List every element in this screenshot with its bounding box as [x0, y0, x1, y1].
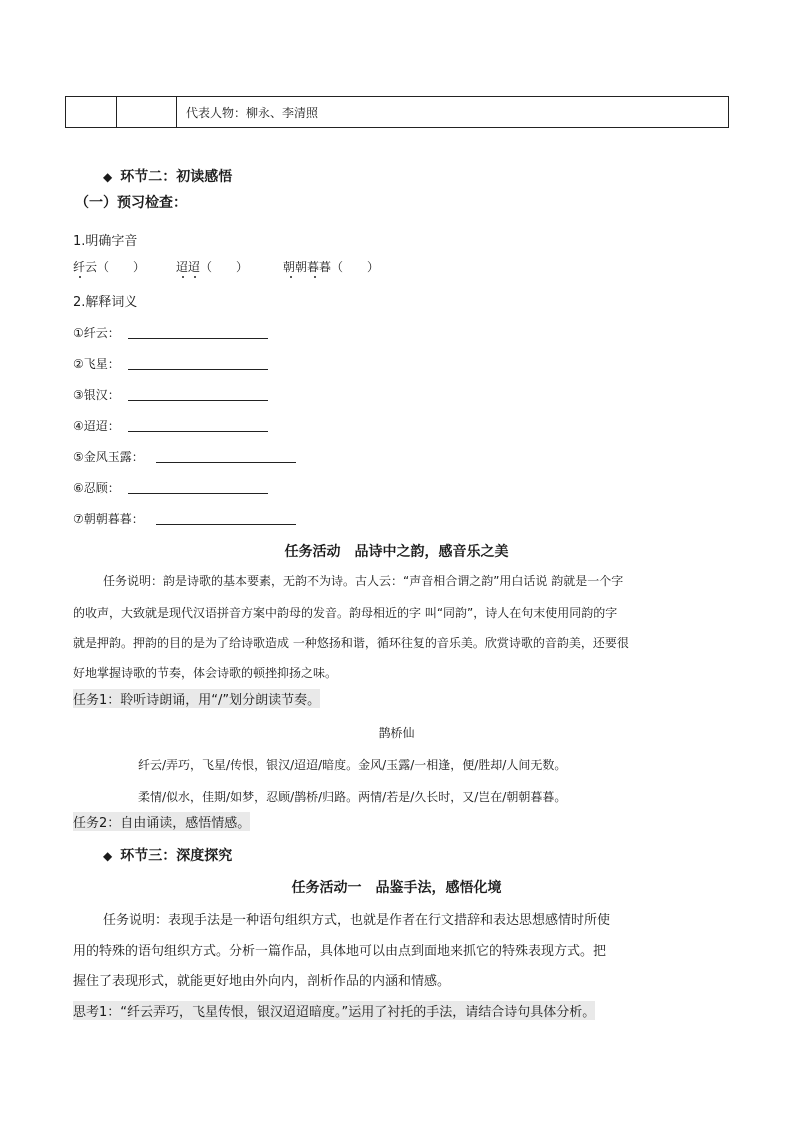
pronunciation-item-3: 朝朝暮暮（ ）	[283, 260, 380, 274]
emphasis-dot	[79, 276, 81, 278]
emphasis-dot	[314, 276, 316, 278]
emphasis-dot	[182, 276, 184, 278]
think1-question: 思考1：“纤云弄巧，飞星传恨，银汉迢迢暗度。”运用了衬托的手法，请结合诗句具体分析。	[73, 1001, 595, 1020]
task-music-desc-line: 的收声，大致就是现代汉语拼音方案中韵母的发音。韵母相近的字 叫“同韵”，诗人在句末使用同韵的字	[73, 606, 618, 620]
section2-title: 环节二：初读感悟	[120, 169, 233, 185]
emphasis-dot	[290, 276, 292, 278]
task2-instruction: 任务2：自由诵读，感悟情感。	[73, 812, 250, 831]
poem-title: 鹊桥仙	[378, 726, 415, 740]
task-method-desc-line: 用的特殊的语句组织方式。分析一篇作品，具体地可以由点到面地来抓它的特殊表现方式。把	[73, 944, 607, 959]
answer-blank[interactable]	[156, 462, 296, 463]
vocab-item: ③银汉：	[73, 388, 120, 402]
top-table	[65, 96, 729, 128]
answer-blank[interactable]	[128, 431, 268, 432]
pronunciation-item-2: 迢迢（ ）	[176, 260, 249, 274]
task1-instruction: 任务1：聆听诗朗诵，用“/”划分朗读节奏。	[73, 689, 320, 708]
task-method-desc-line: 任务说明：表现手法是一种语句组织方式，也就是作者在行文措辞和表达思想感情时所使	[103, 913, 611, 928]
answer-blank[interactable]	[128, 400, 268, 401]
vocab-item: ①纤云：	[73, 326, 120, 340]
task-music-desc-line: 好地掌握诗歌的节奏，体会诗歌的顿挫抑扬之味。	[73, 666, 338, 680]
section2-heading	[103, 166, 232, 186]
vocab-item: ④迢迢：	[73, 419, 120, 433]
vocab-title: 2.解释词义	[73, 295, 138, 310]
answer-blank[interactable]	[156, 524, 296, 525]
diamond-bullet-icon: ◆	[103, 849, 113, 863]
task-method-desc-line: 握住了表现形式，就能更好地由外向内，剖析作品的内涵和情感。	[73, 974, 451, 989]
table-cell-representatives: 代表人物：柳永、李清照	[186, 106, 319, 120]
section3-title: 环节三：深度探究	[120, 848, 233, 864]
vocab-item: ⑤金风玉露：	[73, 450, 144, 464]
poem-line-1: 纤云/弄巧，飞星/传恨，银汉/迢迢/暗度。金风/玉露/一相逢，便/胜却/人间无数。	[138, 758, 567, 772]
emphasis-dot	[194, 276, 196, 278]
table-cell-empty-2	[116, 97, 177, 127]
diamond-bullet-icon: ◆	[103, 170, 113, 184]
table-cell-empty-1	[66, 97, 117, 127]
pronunciation-item-1: 纤云（ ）	[73, 260, 146, 274]
pronunciation-title: 1.明确字音	[73, 234, 138, 249]
task-method-heading: 任务活动一 品鉴手法，感悟化境	[291, 880, 502, 896]
task-music-desc-line: 任务说明：韵是诗歌的基本要素，无韵不为诗。古人云：“声音相合谓之韵”用白话说 韵就是一个字	[103, 574, 624, 588]
task-music-heading: 任务活动 品诗中之韵，感音乐之美	[284, 544, 509, 560]
vocab-item: ⑥忍顾：	[73, 481, 120, 495]
task-music-desc-line: 就是押韵。押韵的目的是为了给诗歌造成 一种悠扬和谐，循环往复的音乐美。欣赏诗歌的音韵美，还要很	[73, 636, 629, 650]
vocab-item: ⑦朝朝暮暮：	[73, 512, 144, 526]
answer-blank[interactable]	[128, 338, 268, 339]
vocab-item: ②飞星：	[73, 357, 120, 371]
answer-blank[interactable]	[128, 493, 268, 494]
preview-title: （一）预习检查：	[75, 195, 187, 211]
poem-line-2: 柔情/似水，佳期/如梦，忍顾/鹊桥/归路。两情/若是/久长时，又/岂在/朝朝暮暮。	[138, 790, 567, 804]
answer-blank[interactable]	[128, 369, 268, 370]
section3-heading	[103, 845, 232, 865]
